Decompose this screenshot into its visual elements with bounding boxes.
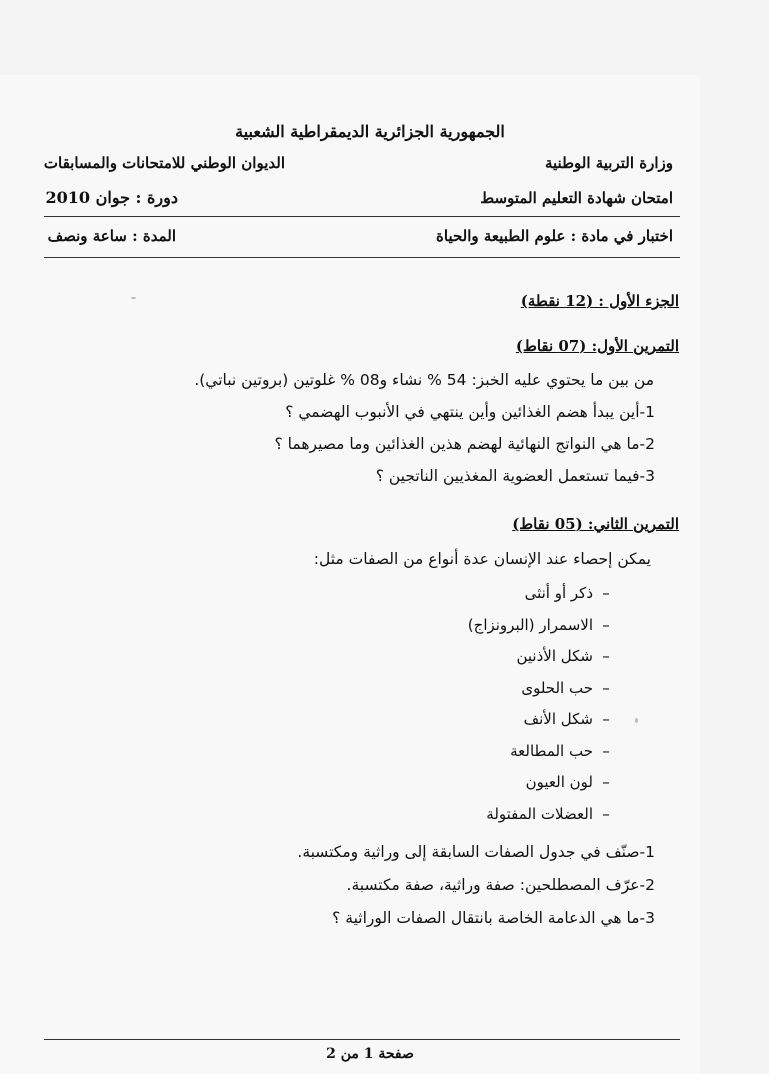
exercise-2-intro: يمكن إحصاء عند الإنسان عدة أنواع من الصفات مثل: <box>313 550 651 568</box>
exam-name: امتحان شهادة التعليم المتوسط <box>480 189 673 207</box>
scan-speck <box>131 297 136 299</box>
exercise-1-title: التمرين الأول: (07 نقاط) <box>515 337 679 355</box>
exercise-1-question: 2-ما هي النواتج النهائية لهضم هذين الغذائين وما مصيرهما ؟ <box>274 435 655 453</box>
list-item: –شكل الأنف <box>523 710 610 728</box>
traits-list <box>468 578 619 830</box>
ministry-name: وزارة التربية الوطنية <box>544 154 673 172</box>
list-item: –لون العيون <box>525 773 610 791</box>
exercise-1-question: 1-أين يبدأ هضم الغذائين وأين ينتهي في الأنبوب الهضمي ؟ <box>285 403 655 421</box>
exercise-2-question: 1-صنّف في جدول الصفات السابقة إلى وراثية ومكتسبة. <box>297 843 655 861</box>
exercise-2-question: 2-عرّف المصطلحين: صفة وراثية، صفة مكتسبة. <box>346 876 655 894</box>
scan-speck <box>635 718 638 723</box>
exercise-2-question: 3-ما هي الدعامة الخاصة بانتقال الصفات الوراثية ؟ <box>332 909 655 927</box>
republic-title: الجمهورية الجزائرية الديمقراطية الشعبية <box>235 122 505 141</box>
exam-subject: اختبار في مادة : علوم الطبيعة والحياة <box>436 227 673 245</box>
list-item: –شكل الأذنين <box>516 647 610 665</box>
list-item: –ذكر أو أنثى <box>524 584 610 602</box>
exam-session: دورة : جوان 2010 <box>45 188 178 207</box>
part-title: الجزء الأول : (12 نقطة) <box>520 292 679 310</box>
header-divider <box>44 216 680 217</box>
list-item: –حب الحلوى <box>521 678 610 697</box>
list-item: –العضلات المفتولة <box>486 804 610 823</box>
list-item: –حب المطالعة <box>510 741 610 760</box>
footer-divider <box>44 1039 680 1040</box>
exercise-2-title: التمرين الثاني: (05 نقاط) <box>512 515 679 533</box>
exam-duration: المدة : ساعة ونصف <box>47 227 176 245</box>
exercise-1-intro: من بين ما يحتوي عليه الخبز: 54 % نشاء و08 % غلوتين (بروتين نباتي). <box>194 371 654 389</box>
header-divider-bottom <box>44 257 680 258</box>
page-number: صفحة 1 من 2 <box>326 1046 414 1062</box>
exam-office-name: الديوان الوطني للامتحانات والمسابقات <box>43 154 285 172</box>
exercise-1-question: 3-فيما تستعمل العضوية المغذيين الناتجين ؟ <box>375 467 655 485</box>
list-item: –الاسمرار (البرونزاج) <box>467 615 610 634</box>
